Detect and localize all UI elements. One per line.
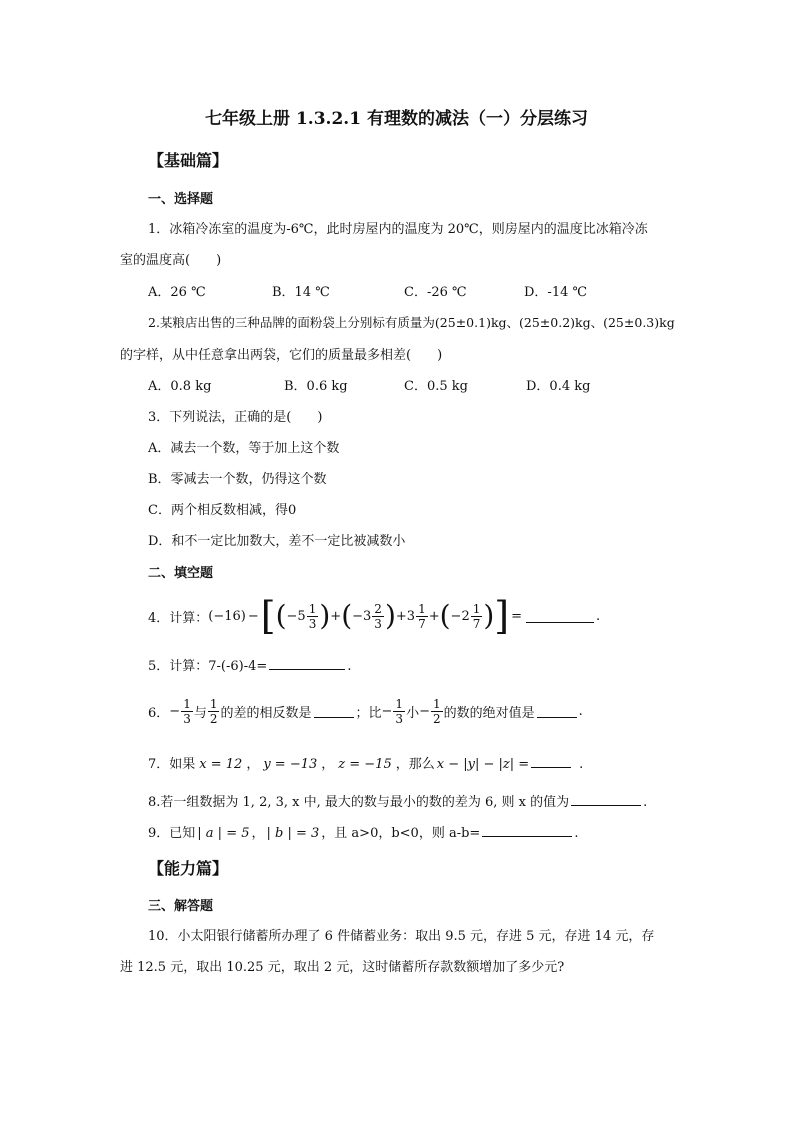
q4-paren-open-1: ( <box>275 599 287 632</box>
q7-cond-z: z = −15 <box>338 757 392 772</box>
q3-option-a: A．减去一个数，等于加上这个数 <box>148 441 340 456</box>
q3-option-c: C．两个相反数相减，得0 <box>148 503 297 518</box>
q1-option-b: B．14 ℃ <box>272 285 330 300</box>
q9-answer-blank[interactable] <box>482 824 572 837</box>
q4-den-3: 7 <box>418 616 426 631</box>
q4-line <box>148 592 600 640</box>
q4-end: . <box>596 608 601 624</box>
section-basic: 【基础篇】 <box>148 151 229 170</box>
q5-text: 5．计算：7-(-6)-4= <box>148 659 268 674</box>
q6-neg-2: − <box>381 703 393 719</box>
q6-den-1: 3 <box>183 711 191 726</box>
q6-yu: 与 <box>193 705 207 721</box>
q4-den-1: 3 <box>308 616 317 631</box>
q6-den-3: 3 <box>395 711 404 726</box>
q1-option-d: D．-14 ℃ <box>524 285 588 300</box>
q6-end: . <box>578 703 583 719</box>
q7-expr: x − |y| − |z| = <box>436 757 530 772</box>
q6-num-3: 1 <box>395 696 404 711</box>
q6-num-2: 1 <box>209 696 218 711</box>
q4-answer-blank[interactable] <box>526 610 594 623</box>
q6-den-2: 2 <box>209 711 218 726</box>
q1-line2: 室的温度高( ) <box>120 253 222 268</box>
q5-answer-blank[interactable] <box>269 657 345 670</box>
q6-fraction-3 <box>393 698 405 725</box>
q7-cond-x: x = 12 <box>199 757 243 772</box>
q6-neg-3: − <box>419 703 430 719</box>
q4-minus: − <box>247 608 259 624</box>
q7-answer-blank[interactable] <box>531 755 571 768</box>
q9-cond-a: | a | = 5 <box>197 826 250 841</box>
q4-num-4: 1 <box>472 601 481 616</box>
q9-cond: 且 a>0，b<0，则 a-b= <box>334 826 481 841</box>
q8-line <box>148 791 647 810</box>
q1-line1: 1．冰箱冷冻室的温度为-6℃，此时房屋内的温度为 20℃，则房屋内的温度比冰箱冷冻 <box>148 222 648 237</box>
q2-option-b: B．0.6 kg <box>284 379 348 394</box>
q4-fraction-2 <box>372 603 384 630</box>
q6-mid: 的差的相反数是 <box>220 705 312 721</box>
q4-paren-close-3: ) <box>483 599 495 632</box>
q2-line2: 的字样，从中任意拿出两袋，它们的质量最多相差( ) <box>120 348 443 363</box>
q2-option-a: A．0.8 kg <box>148 379 212 394</box>
q9-pre: 9．已知 <box>148 826 196 841</box>
q6-fraction-2 <box>208 698 220 725</box>
q4-num-3: 1 <box>418 601 426 616</box>
q6-neg-1: − <box>169 703 181 719</box>
q4-left-bracket: [ <box>260 594 276 638</box>
q6-line <box>148 692 583 730</box>
q4-den-4: 7 <box>472 616 481 631</box>
q8-answer-blank[interactable] <box>571 793 641 806</box>
q4-term1: (−16) <box>208 608 246 624</box>
q4-prefix: 4．计算： <box>148 610 209 626</box>
q6-tail: 的数的绝对值是 <box>443 705 535 721</box>
q4-num-1: 1 <box>308 601 317 616</box>
q8-text: 8.若一组数据为 1, 2, 3, x 中, 最大的数与最小的数的差为 6, 则 x 的值为 <box>148 795 570 810</box>
q2-option-c: C．0.5 kg <box>404 379 468 394</box>
q2-line1: 2.某粮店出售的三种品牌的面粉袋上分别标有质量为(25±0.1)kg、(25±0.2)kg、(25±0.3)kg <box>148 315 675 330</box>
q8-end: . <box>643 795 648 810</box>
q4-plus-3: + <box>428 608 440 624</box>
q3-stem: 3．下列说法，正确的是( ) <box>148 410 323 425</box>
q4-plus-2: + <box>395 608 407 624</box>
q6-fraction-4 <box>431 698 443 725</box>
q4-paren-open-3: ( <box>439 599 451 632</box>
q2-option-d: D．0.4 kg <box>526 379 591 394</box>
q5-line <box>148 655 351 674</box>
q5-end: . <box>347 659 352 674</box>
q9-cond-b: | b | = 3 <box>266 826 320 841</box>
q4-fraction-1 <box>307 603 319 630</box>
q6-num-4: 1 <box>432 696 441 711</box>
q4-fraction-3 <box>416 603 428 630</box>
q7-line: 7．如果 x = 12 ， y = −13 ， z = −15 ，那么 x − |y| − |z| = . <box>148 757 584 772</box>
q4-plus-1: + <box>330 608 342 624</box>
q4-whole-2: −3 <box>352 608 372 624</box>
q4-den-2: 3 <box>374 616 382 631</box>
q9-end: . <box>574 826 579 841</box>
q4-num-2: 2 <box>374 601 382 616</box>
q3-option-b: B．零减去一个数，仍得这个数 <box>148 472 327 487</box>
q7-end: . <box>579 757 584 772</box>
q4-whole-3: 3 <box>406 608 416 624</box>
q7-cond-y: y = −13 <box>263 757 318 772</box>
q4-paren-close-2: ) <box>384 599 396 632</box>
section-ability: 【能力篇】 <box>148 859 229 878</box>
q1-option-a: A．26 ℃ <box>148 285 206 300</box>
q10-line1: 10．小太阳银行储蓄所办理了 6 件储蓄业务：取出 9.5 元，存进 5 元，存进 14 元，存 <box>148 929 655 944</box>
q1-option-c: C．-26 ℃ <box>404 285 467 300</box>
q6-num: 6． <box>148 705 170 721</box>
q9-line: 9．已知 | a | = 5 ， | b | = 3 ，且 a>0，b<0，则 a-b= . <box>148 826 579 841</box>
q6-den-4: 2 <box>432 711 441 726</box>
heading-choice: 一、选择题 <box>148 192 214 207</box>
heading-fill: 二、填空题 <box>148 566 214 581</box>
q7-mid: ，那么 <box>395 757 435 772</box>
q6-xiao: 小 <box>406 705 420 721</box>
q4-paren-close-1: ) <box>319 599 331 632</box>
q6-answer-blank-2[interactable] <box>537 705 577 718</box>
q4-right-bracket: ] <box>494 594 510 638</box>
q4-whole-4: −2 <box>450 608 470 624</box>
heading-solve: 三、解答题 <box>148 899 214 914</box>
q4-fraction-4 <box>471 603 483 630</box>
q6-fraction-1 <box>181 698 193 725</box>
q4-whole-1: −5 <box>286 608 306 624</box>
q3-option-d: D．和不一定比加数大，差不一定比被减数小 <box>148 534 406 549</box>
q6-num-1: 1 <box>183 696 191 711</box>
q10-line2: 进 12.5 元，取出 10.25 元，取出 2 元，这时储蓄所存款数额增加了多少元? <box>120 960 565 975</box>
q4-paren-open-2: ( <box>341 599 353 632</box>
q6-answer-blank-1[interactable] <box>314 705 354 718</box>
document-title: 七年级上册 1.3.2.1 有理数的减法（一）分层练习 <box>205 109 588 129</box>
q6-mid2: ；比 <box>355 705 382 721</box>
q7-pre: 7．如果 <box>148 757 196 772</box>
q4-equals: = <box>511 608 523 624</box>
